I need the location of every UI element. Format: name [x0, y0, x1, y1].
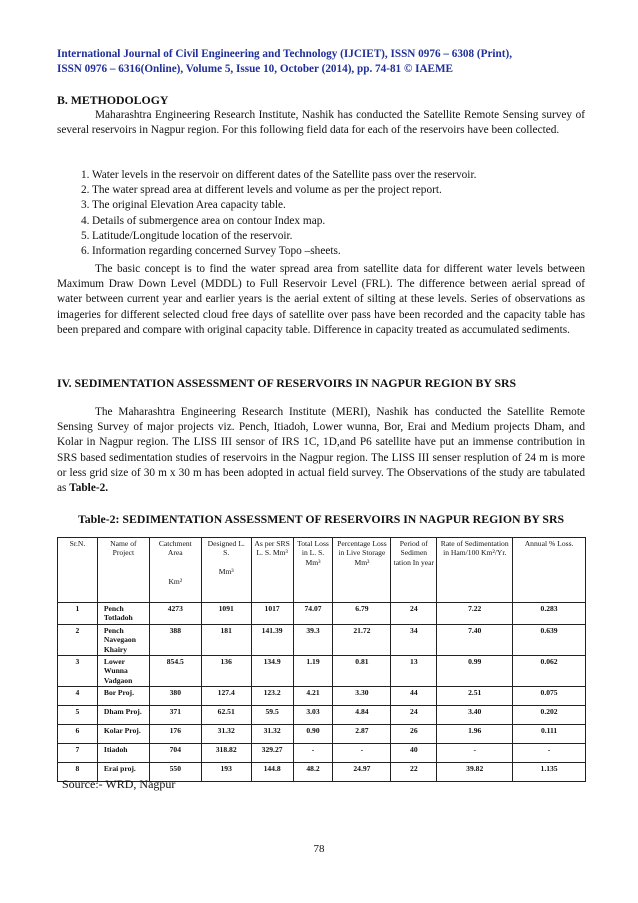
table-cell: 181	[201, 624, 251, 655]
table-cell: 3.03	[293, 706, 333, 725]
section-paragraph-text: The Maharashtra Engineering Research Institute (MERI), Nashik has conducted the Satellite Remote Sensing Survey of major projects viz. Pench, Itiadoh, Lower wunna, Bor, Erai and Medium projects Dham, and Kolar in Nagpur region. The LISS III sensor of IRS 1C, 1D,and P6 satellite have put an immense contribution in SRS based sedimentation studies of reservoirs in the Nagpur region. The LISS III senser resplution of 24 m is more or less grid size of 30 m x 30 m has been adopted in actual field survey. The Observations of the study are tabulated as	[57, 406, 585, 495]
table-cell: 704	[149, 744, 201, 763]
methodology-heading: B. METHODOLOGY	[57, 93, 169, 107]
table-row	[58, 687, 586, 706]
section-paragraph	[57, 405, 585, 496]
table-cell: 176	[149, 725, 201, 744]
table-cell: 3	[58, 656, 98, 687]
table-cell: 40	[391, 744, 437, 763]
table-row	[58, 725, 586, 744]
table-cell: 7	[58, 744, 98, 763]
table-cell: 0.81	[333, 656, 391, 687]
table-cell: 74.07	[293, 603, 333, 625]
table-cell: 1.135	[513, 763, 586, 782]
table-cell: 24	[391, 603, 437, 625]
column-header: As per SRS L. S. Mm³	[251, 538, 293, 603]
concept-paragraph: The basic concept is to find the water spread area from satellite data for different water levels between Maximum Draw Down Level (MDDL) to Full Reservoir Level (FRL). The difference between aerial spread of water between current year and earlier years is the aerial extent of silting at these levels. Series of observations as imageries for different selected cloud free days of satellite over pass have been recorded and the capacity table has been prepared and compare with original capacity table. Difference in capacity treated as accumulated sediments.	[57, 263, 585, 336]
table-cell: 4273	[149, 603, 201, 625]
table-row	[58, 624, 586, 655]
list-number: 2.	[81, 184, 90, 197]
table-cell: 2.51	[437, 687, 513, 706]
table-row	[58, 603, 586, 625]
column-header: Period of Sedimen tation In year	[391, 538, 437, 603]
table-cell: 6.79	[333, 603, 391, 625]
table-cell: 24	[391, 706, 437, 725]
table-cell: 21.72	[333, 624, 391, 655]
table-cell: 3.40	[437, 706, 513, 725]
data-list	[57, 168, 585, 259]
table-cell: -	[293, 744, 333, 763]
table-cell: 136	[201, 656, 251, 687]
table-cell: 48.2	[293, 763, 333, 782]
table-cell: 193	[201, 763, 251, 782]
table-cell: 0.639	[513, 624, 586, 655]
table-cell: 2.87	[333, 725, 391, 744]
page-number: 78	[313, 843, 325, 855]
column-header: Designed L. S. Mm³	[201, 538, 251, 603]
list-text: Details of submergence area on contour Index map.	[92, 214, 326, 227]
table-cell: 3.30	[333, 687, 391, 706]
project-name-cell: Dham Proj.	[97, 706, 149, 725]
table-cell: 0.111	[513, 725, 586, 744]
column-header: Catchment Area Km²	[149, 538, 201, 603]
table-cell: 8	[58, 763, 98, 782]
project-name-cell: Pench Navegaon Khairy	[97, 624, 149, 655]
list-text: Latitude/Longitude location of the reservoir.	[92, 229, 293, 242]
table-cell: 4	[58, 687, 98, 706]
table-cell: 62.51	[201, 706, 251, 725]
table-cell: 127.4	[201, 687, 251, 706]
data-list-item	[57, 214, 585, 229]
table-cell: 0.062	[513, 656, 586, 687]
table-cell: 13	[391, 656, 437, 687]
list-number: 1.	[81, 169, 90, 181]
table-cell: 31.32	[201, 725, 251, 744]
list-text: Water levels in the reservoir on different dates of the Satellite pass over the reservoir.	[92, 169, 477, 181]
table-cell: 1091	[201, 603, 251, 625]
column-header: Rate of Sedimentation in Ham/100 Km²/Yr.	[437, 538, 513, 603]
table-cell: 854.5	[149, 656, 201, 687]
table-row	[58, 656, 586, 687]
column-header: Percentage Loss in Live Storage Mm³	[333, 538, 391, 603]
list-text: Information regarding concerned Survey Topo –sheets.	[92, 245, 341, 258]
list-number: 6.	[81, 245, 90, 258]
project-name-cell: Kolar Proj.	[97, 725, 149, 744]
table-cell: 329.27	[251, 744, 293, 763]
table-cell: -	[333, 744, 391, 763]
table-cell: 2	[58, 624, 98, 655]
journal-header-line1: International Journal of Civil Engineering and Technology (IJCIET), ISSN 0976 – 6308 (Print),	[57, 48, 513, 60]
table-cell: 39.82	[437, 763, 513, 782]
section-heading: IV. SEDIMENTATION ASSESSMENT OF RESERVOIRS IN NAGPUR REGION BY SRS	[57, 376, 517, 390]
list-text: The original Elevation Area capacity table.	[92, 199, 286, 212]
list-number: 3.	[81, 199, 90, 212]
sedimentation-table	[57, 537, 586, 782]
table-reference: Table-2.	[69, 482, 109, 495]
table-cell: 123.2	[251, 687, 293, 706]
table-cell: 22	[391, 763, 437, 782]
table-cell: -	[513, 744, 586, 763]
table-cell: 44	[391, 687, 437, 706]
column-header: Sr.N.	[58, 538, 98, 603]
table-cell: 388	[149, 624, 201, 655]
table-cell: 0.90	[293, 725, 333, 744]
data-list-item	[57, 229, 585, 244]
column-header: Annual % Loss.	[513, 538, 586, 603]
table-cell: 0.202	[513, 706, 586, 725]
table-header-row	[58, 538, 586, 603]
table-cell: 26	[391, 725, 437, 744]
project-name-cell: Pench Totladoh	[97, 603, 149, 625]
project-name-cell: Itiadoh	[97, 744, 149, 763]
table-cell: 7.40	[437, 624, 513, 655]
table-cell: 371	[149, 706, 201, 725]
table-cell: 0.075	[513, 687, 586, 706]
table-cell: 144.8	[251, 763, 293, 782]
data-list-item	[57, 168, 585, 183]
table-cell: 1.19	[293, 656, 333, 687]
journal-header-line2: ISSN 0976 – 6316(Online), Volume 5, Issue 10, October (2014), pp. 74-81 © IAEME	[57, 63, 454, 75]
table-cell: 550	[149, 763, 201, 782]
table-cell: 59.5	[251, 706, 293, 725]
table-cell: 5	[58, 706, 98, 725]
data-list-item	[57, 244, 585, 259]
table-cell: 7.22	[437, 603, 513, 625]
project-name-cell: Bor Proj.	[97, 687, 149, 706]
journal-header	[57, 47, 585, 77]
table-cell: 1.96	[437, 725, 513, 744]
table-cell: 4.84	[333, 706, 391, 725]
table-cell: 4.21	[293, 687, 333, 706]
list-number: 4.	[81, 214, 90, 227]
project-name-cell: Lower Wunna Vadgaon	[97, 656, 149, 687]
column-header: Name of Project	[97, 538, 149, 603]
list-text: The water spread area at different levels and volume as per the project report.	[92, 184, 442, 197]
table-cell: 318.82	[201, 744, 251, 763]
table-cell: 134.9	[251, 656, 293, 687]
table-cell: 1	[58, 603, 98, 625]
table-cell: 141.39	[251, 624, 293, 655]
data-list-item	[57, 183, 585, 198]
table-row	[58, 706, 586, 725]
source-note: Source:- WRD, Nagpur	[62, 777, 176, 791]
table-cell: 1017	[251, 603, 293, 625]
table-row	[58, 744, 586, 763]
table-title: Table-2: SEDIMENTATION ASSESSMENT OF RESERVOIRS IN NAGPUR REGION BY SRS	[77, 512, 565, 526]
list-number: 5.	[81, 229, 90, 242]
table-cell: 34	[391, 624, 437, 655]
table-cell: 31.32	[251, 725, 293, 744]
table-cell: 0.283	[513, 603, 586, 625]
project-name-cell: Erai proj.	[97, 763, 149, 782]
table-cell: 380	[149, 687, 201, 706]
methodology-intro: Maharashtra Engineering Research Institute, Nashik has conducted the Satellite Remote Sensing survey of several reservoirs in Nagpur region. For this following field data for each of the reservoirs have been collected.	[57, 109, 585, 137]
data-list-item	[57, 198, 585, 213]
column-header: Total Loss in L. S. Mm³	[293, 538, 333, 603]
table-cell: 24.97	[333, 763, 391, 782]
table-cell: -	[437, 744, 513, 763]
table-cell: 0.99	[437, 656, 513, 687]
table-cell: 6	[58, 725, 98, 744]
table-cell: 39.3	[293, 624, 333, 655]
